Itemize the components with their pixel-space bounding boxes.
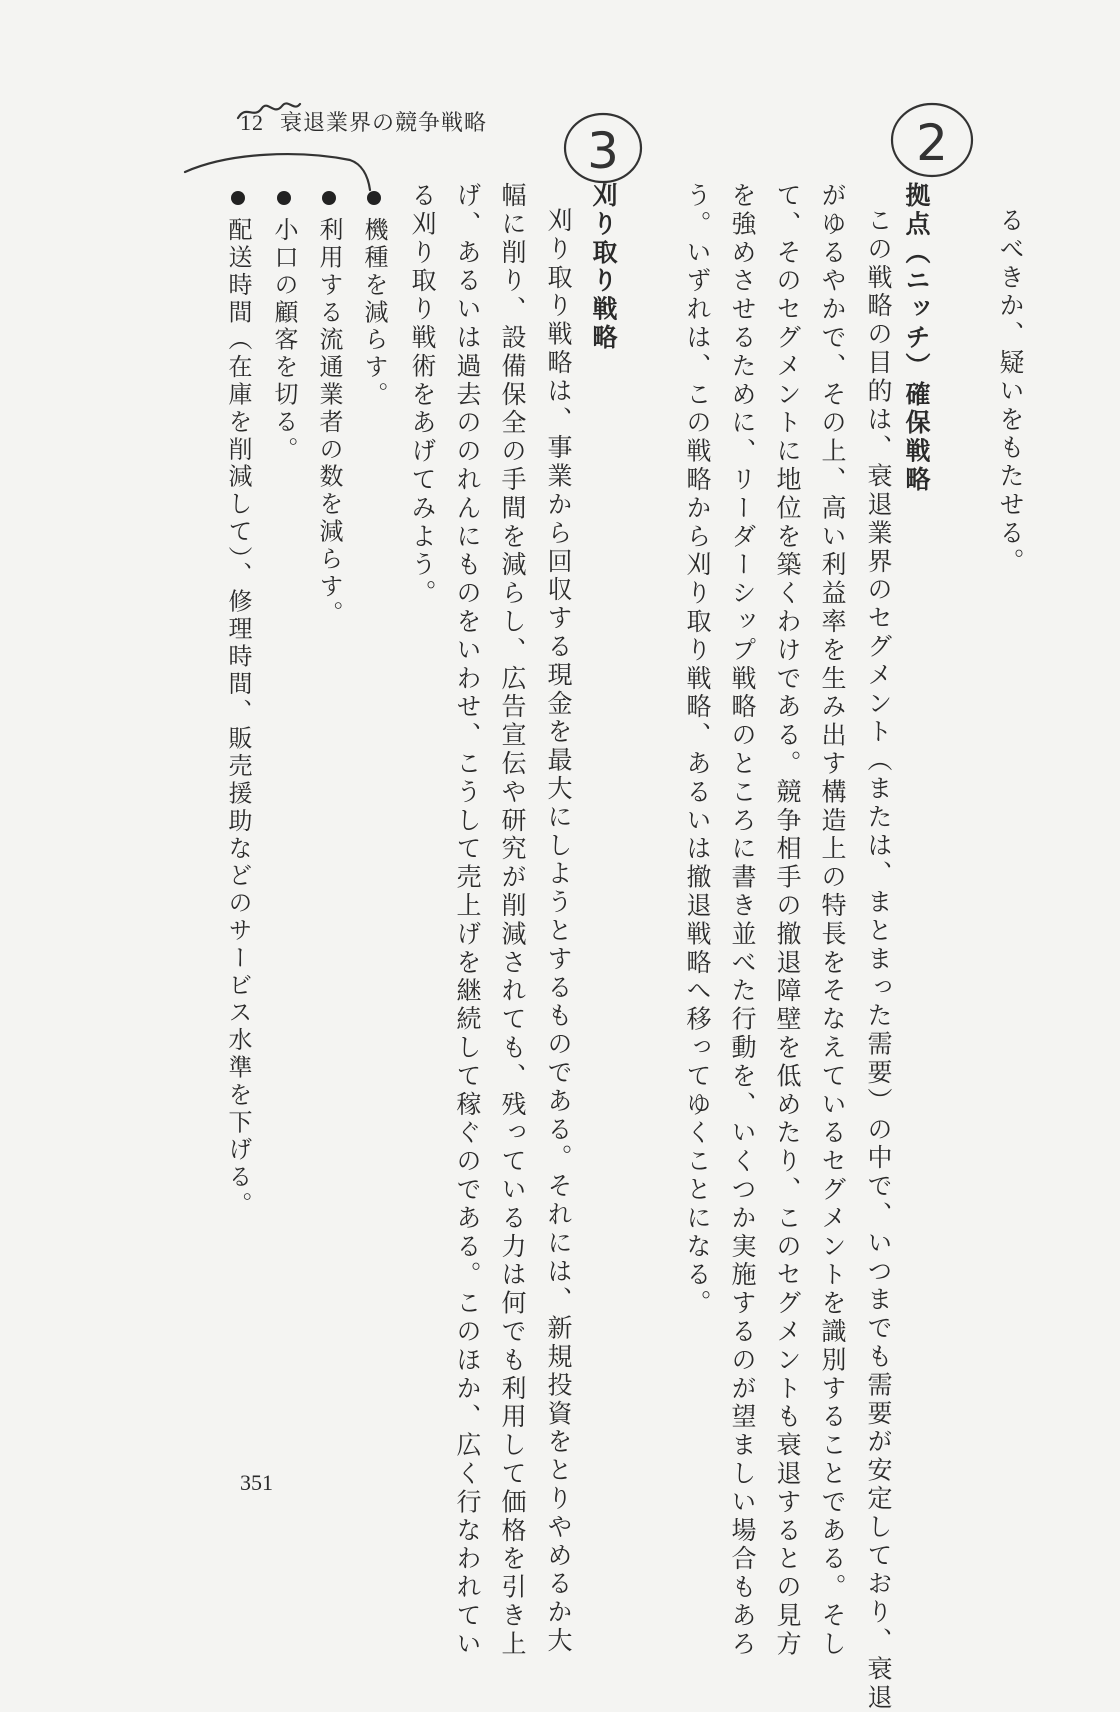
page-number: 351 [240,1470,273,1495]
bullet-text: 小口の顧客を切る。 [270,217,298,464]
bullet-dot [231,191,245,205]
niche-line-4: を強めさせるために、リーダーシップ戦略のところに書き並べた行動を、いくつか実施するのが望ましい場合もあろ [728,182,757,1659]
bullet-text: 機種を減らす。 [360,217,388,409]
harvest-line-3: げ、あるいは過去ののれんにものをいわせ、こうして売上げを継続して稼ぐのである。このほか、広く行なわれてい [453,182,482,1659]
running-header [240,106,487,137]
harvest-line-1: 刈り取り戦略は、事業から回収する現金を最大にしようとするものである。それには、新規投資をとりやめるか大 [544,207,573,1656]
header-page-number: 12 [240,110,264,135]
circle-around-2 [892,104,972,176]
bullet-dot [277,191,291,205]
circled-number-3: 3 [587,122,619,180]
header-title: 衰退業界の競争戦略 [280,111,488,136]
niche-line-5: う。いずれは、この戦略から刈り取り戦略、あるいは撤退戦略へ移ってゆくことになる。 [683,182,712,1318]
niche-line-3: て、そのセグメントに地位を築くわけである。競争相手の撤退障壁を低めたり、このセグメントも衰退するとの見方 [773,182,802,1659]
niche-line-1: この戦略の目的は、衰退業界のセグメント（または、まとまった需要）の中で、いつまでも需要が安定しており、衰退 [864,207,893,1712]
bullet-text: 配送時間（在庫を削減して）、修理時間、販売援助などのサービス水準を下げる。 [224,217,252,1219]
circle-around-3 [565,114,641,182]
section-heading-harvest: 刈り取り戦略 [589,182,618,353]
circled-number-2: 2 [916,114,948,172]
bracket-arc [185,154,370,190]
bullet-item [226,191,250,1219]
bullet-item [317,191,341,628]
bullet-item [272,191,296,464]
harvest-line-2: 幅に削り、設備保全の手間を減らし、広告宣伝や研究が削減されても、残っている力は何でも利用して価格を引き上 [498,182,527,1659]
section-heading-niche: 拠点（ニッチ）確保戦略 [902,182,931,495]
bullet-dot [322,191,336,205]
bullet-text: 利用する流通業者の数を減らす。 [315,217,343,628]
harvest-line-4: る刈り取り戦術をあげてみよう。 [408,182,437,608]
bullet-item [362,191,386,409]
niche-line-2: がゆるやかで、その上、高い利益率を生み出す構造上の特長をそなえているセグメントを識別することである。そし [818,182,847,1659]
intro-line: るべきか、疑いをもたせる。 [996,207,1025,577]
bullet-dot [367,191,381,205]
